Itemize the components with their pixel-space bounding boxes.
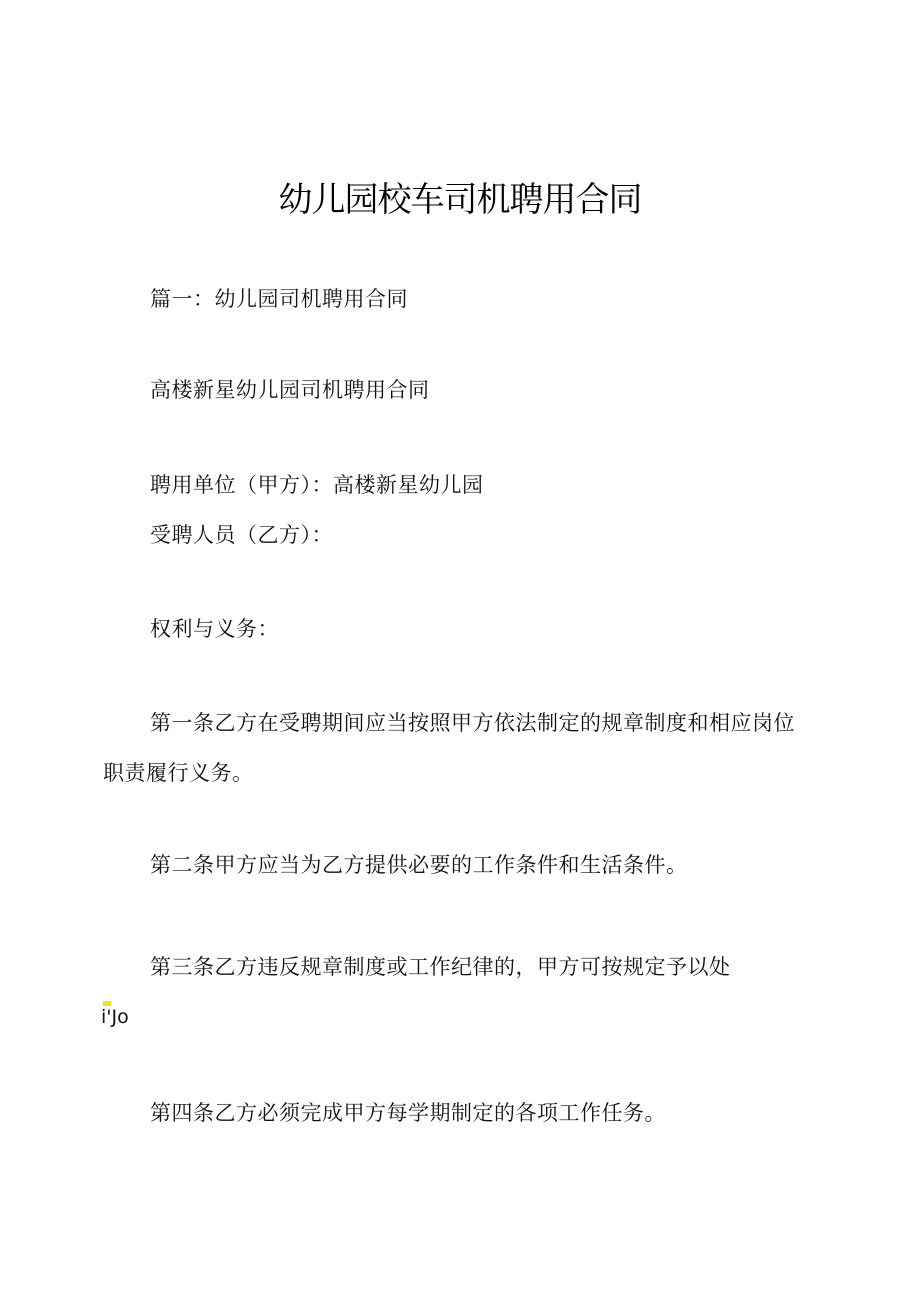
employee-line: 受聘人员（乙方）： [150, 523, 333, 547]
contract-name: 高楼新星幼儿园司机聘用合同 [150, 378, 430, 402]
section-heading: 篇一：幼儿园司机聘用合同 [150, 287, 408, 311]
article-2: 第二条甲方应当为乙方提供必要的工作条件和生活条件。 [150, 853, 688, 877]
article-3-line-1: 第三条乙方违反规章制度或工作纪律的，甲方可按规定予以处 [150, 955, 731, 979]
article-1-line-2: 职责履行义务。 [103, 761, 254, 785]
document-title: 幼儿园校车司机聘用合同 [278, 180, 642, 220]
article-1-line-1: 第一条乙方在受聘期间应当按照甲方依法制定的规章制度和相应岗位 [150, 711, 795, 735]
rights-heading: 权利与义务： [150, 617, 279, 641]
article-4: 第四条乙方必须完成甲方每学期制定的各项工作任务。 [150, 1101, 666, 1125]
employer-line: 聘用单位（甲方）：高楼新星幼儿园 [150, 473, 484, 497]
scan-artifact-text: i'Jo [101, 1006, 129, 1028]
